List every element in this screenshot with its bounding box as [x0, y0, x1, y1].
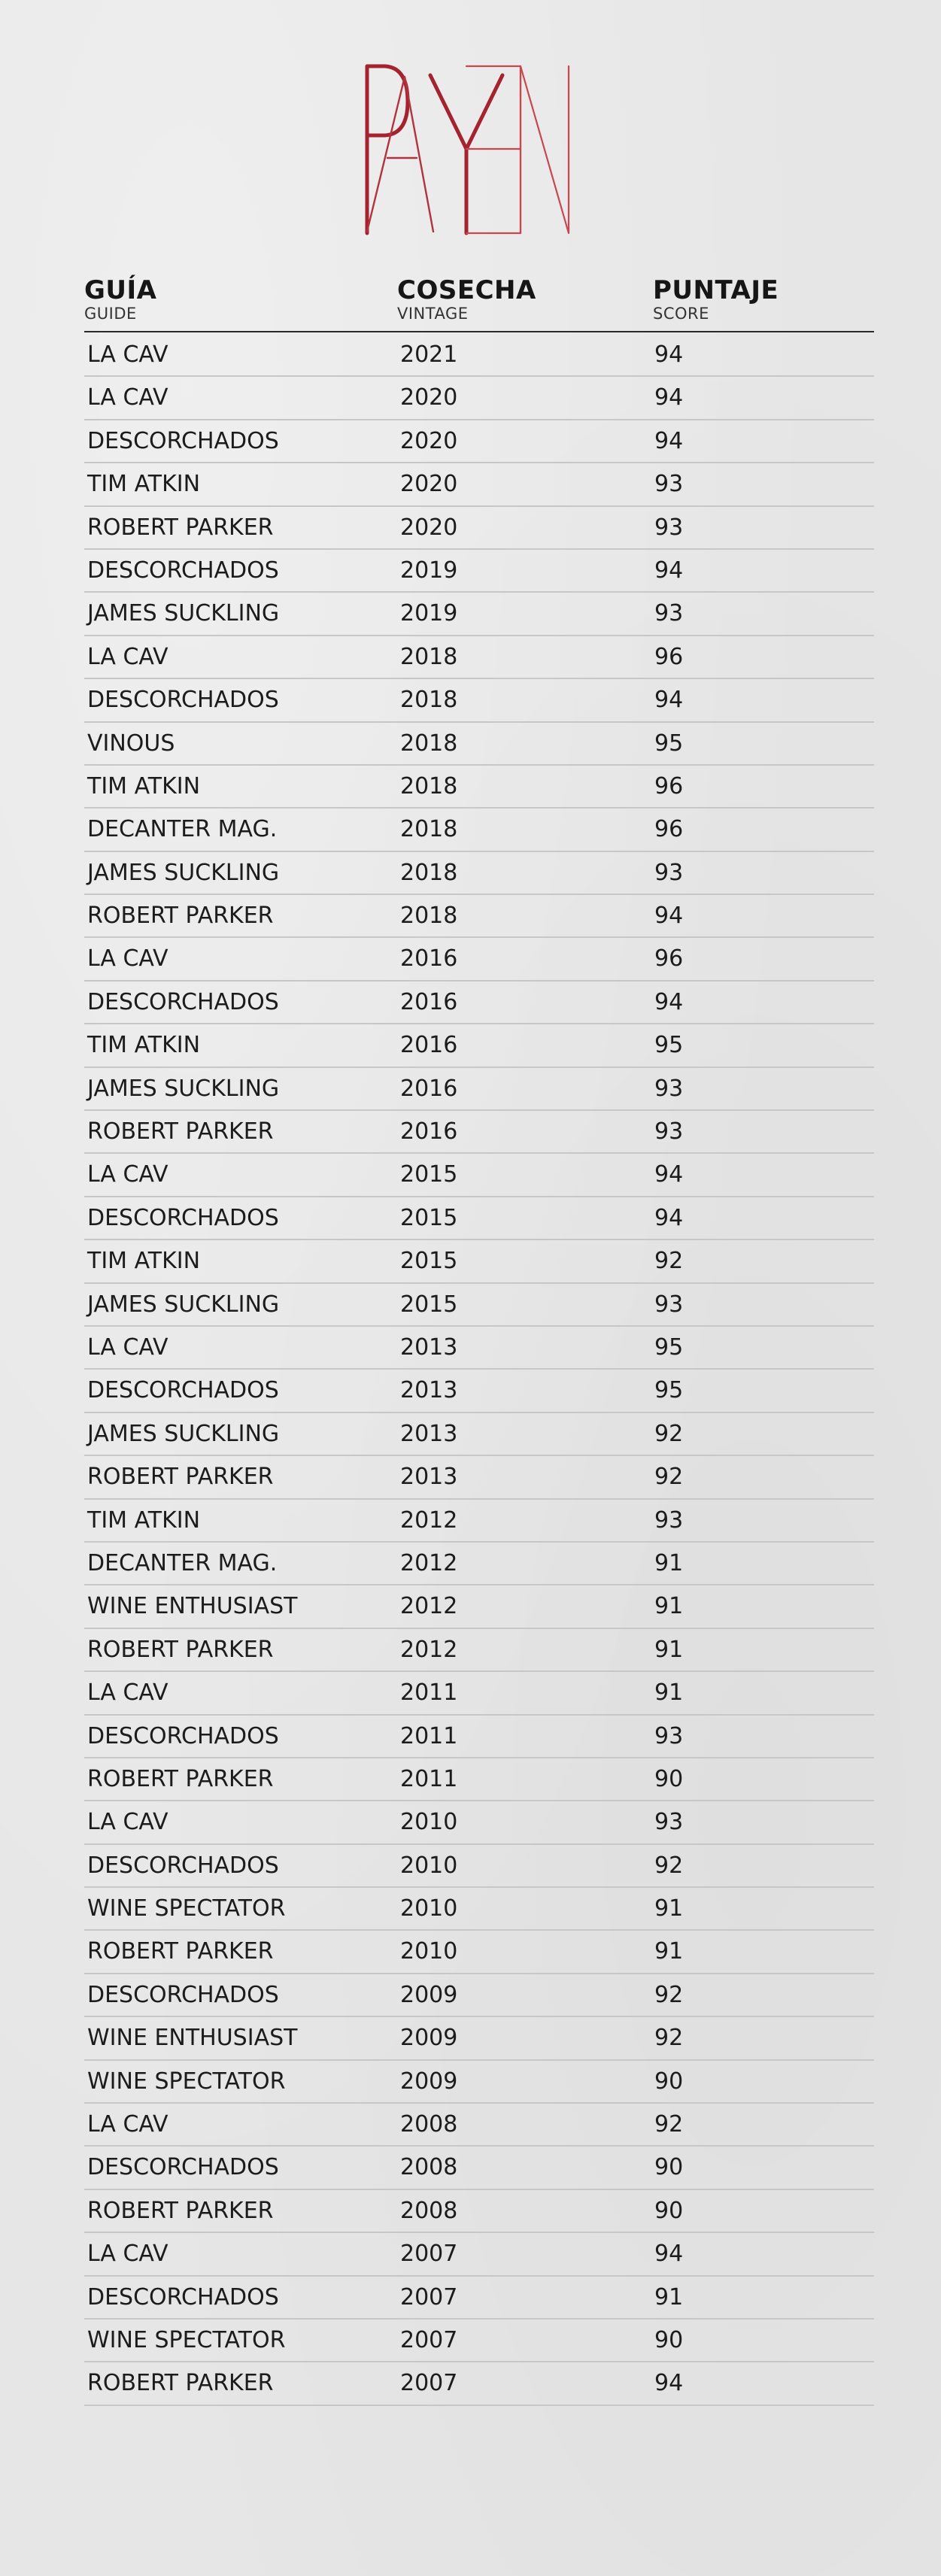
- vintage-cell: 2020: [400, 514, 458, 541]
- guide-cell: ROBERT PARKER: [87, 1938, 274, 1965]
- vintage-cell: 2007: [400, 2326, 458, 2353]
- score-cell: 90: [654, 1765, 684, 1792]
- table-row: [84, 1974, 874, 2017]
- table-row: [84, 1888, 874, 1931]
- guide-cell: LA CAV: [87, 1334, 168, 1361]
- guide-cell: LA CAV: [87, 384, 168, 411]
- table-row: [84, 1197, 874, 1240]
- table-row: [84, 1801, 874, 1844]
- table-row: [84, 2362, 874, 2405]
- logo-letter-y: [430, 75, 502, 233]
- vintage-cell: 2013: [400, 1377, 458, 1404]
- vintage-cell: 2012: [400, 1636, 458, 1663]
- table-row: [84, 2017, 874, 2060]
- vintage-cell: 2007: [400, 2241, 458, 2268]
- table-row: [84, 593, 874, 636]
- score-cell: 94: [654, 1204, 684, 1231]
- table-row: [84, 507, 874, 550]
- table-row: [84, 2277, 874, 2320]
- vintage-cell: 2019: [400, 557, 458, 584]
- guide-cell: WINE SPECTATOR: [87, 2326, 286, 2353]
- table-row: [84, 1284, 874, 1327]
- table-row: [84, 1758, 874, 1801]
- table-row: [84, 2104, 874, 2147]
- score-cell: 93: [654, 1075, 684, 1102]
- table-header: [84, 275, 874, 332]
- guide-cell: LA CAV: [87, 1809, 168, 1836]
- score-cell: 93: [654, 514, 684, 541]
- vintage-cell: 2015: [400, 1248, 458, 1275]
- score-cell: 94: [654, 988, 684, 1015]
- guide-cell: DESCORCHADOS: [87, 427, 279, 454]
- vintage-cell: 2011: [400, 1679, 458, 1707]
- guide-header-label: GUÍA: [84, 275, 157, 305]
- score-cell: 92: [654, 1852, 684, 1879]
- vintage-cell: 2008: [400, 2154, 458, 2181]
- vintage-cell: 2007: [400, 2370, 458, 2397]
- vintage-cell: 2016: [400, 988, 458, 1015]
- score-column-header: [653, 275, 779, 322]
- table-row: [84, 334, 874, 377]
- table-row: [84, 1370, 874, 1412]
- guide-cell: DECANTER MAG.: [87, 816, 278, 843]
- table-row: [84, 1543, 874, 1585]
- guide-cell: VINOUS: [87, 730, 175, 757]
- score-cell: 96: [654, 816, 684, 843]
- score-cell: 92: [654, 1464, 684, 1491]
- guide-cell: LA CAV: [87, 2111, 168, 2138]
- score-cell: 95: [654, 1032, 684, 1059]
- score-cell: 90: [654, 2326, 684, 2353]
- guide-cell: LA CAV: [87, 341, 168, 368]
- table-row: [84, 766, 874, 809]
- vintage-cell: 2011: [400, 1765, 458, 1792]
- score-cell: 92: [654, 1248, 684, 1275]
- score-cell: 94: [654, 427, 684, 454]
- score-cell: 94: [654, 1161, 684, 1188]
- score-cell: 92: [654, 1981, 684, 2008]
- table-row: [84, 1672, 874, 1715]
- table-row: [84, 377, 874, 420]
- table-row: [84, 2061, 874, 2104]
- score-cell: 93: [654, 1506, 684, 1534]
- score-cell: 93: [654, 1809, 684, 1836]
- table-row: [84, 550, 874, 593]
- table-row: [84, 636, 874, 679]
- score-cell: 94: [654, 2241, 684, 2268]
- vintage-cell: 2016: [400, 1118, 458, 1145]
- guide-cell: DESCORCHADOS: [87, 1722, 279, 1749]
- guide-cell: ROBERT PARKER: [87, 514, 274, 541]
- vintage-cell: 2007: [400, 2283, 458, 2311]
- guide-cell: LA CAV: [87, 2241, 168, 2268]
- vintage-column-header: [397, 275, 536, 322]
- guide-cell: DESCORCHADOS: [87, 557, 279, 584]
- score-cell: 91: [654, 1895, 684, 1922]
- vintage-header-label: COSECHA: [397, 275, 536, 305]
- vintage-cell: 2008: [400, 2197, 458, 2224]
- score-cell: 96: [654, 772, 684, 800]
- score-cell: 91: [654, 1679, 684, 1707]
- table-row: [84, 1327, 874, 1370]
- vintage-cell: 2010: [400, 1852, 458, 1879]
- score-cell: 90: [654, 2197, 684, 2224]
- guide-cell: LA CAV: [87, 1679, 168, 1707]
- payen-logo: [361, 60, 579, 241]
- score-cell: 91: [654, 2283, 684, 2311]
- table-row: [84, 420, 874, 463]
- table-row: [84, 1111, 874, 1154]
- table-row: [84, 1154, 874, 1197]
- table-row: [84, 1716, 874, 1758]
- vintage-cell: 2021: [400, 341, 458, 368]
- table-row: [84, 1500, 874, 1543]
- vintage-cell: 2012: [400, 1549, 458, 1576]
- vintage-cell: 2012: [400, 1506, 458, 1534]
- vintage-cell: 2018: [400, 730, 458, 757]
- vintage-cell: 2010: [400, 1895, 458, 1922]
- guide-cell: ROBERT PARKER: [87, 2370, 274, 2397]
- logo-letter-n: [521, 66, 569, 233]
- table-row: [84, 1024, 874, 1067]
- table-row: [84, 723, 874, 766]
- score-cell: 90: [654, 2068, 684, 2095]
- vintage-cell: 2016: [400, 1075, 458, 1102]
- table-row: [84, 852, 874, 895]
- guide-cell: TIM ATKIN: [87, 772, 201, 800]
- guide-cell: DESCORCHADOS: [87, 2154, 279, 2181]
- score-cell: 93: [654, 471, 684, 498]
- score-cell: 90: [654, 2154, 684, 2181]
- score-header-sublabel: SCORE: [653, 305, 709, 323]
- guide-cell: WINE SPECTATOR: [87, 1895, 286, 1922]
- table-row: [84, 1931, 874, 1974]
- vintage-cell: 2012: [400, 1593, 458, 1620]
- vintage-cell: 2018: [400, 687, 458, 714]
- vintage-cell: 2018: [400, 859, 458, 886]
- guide-cell: ROBERT PARKER: [87, 1464, 274, 1491]
- guide-cell: DESCORCHADOS: [87, 2283, 279, 2311]
- vintage-cell: 2016: [400, 1032, 458, 1059]
- vintage-cell: 2018: [400, 643, 458, 670]
- table-row: [84, 1456, 874, 1499]
- guide-cell: JAMES SUCKLING: [87, 600, 280, 627]
- score-cell: 91: [654, 1593, 684, 1620]
- score-cell: 94: [654, 341, 684, 368]
- vintage-cell: 2009: [400, 2025, 458, 2052]
- guide-cell: DESCORCHADOS: [87, 1852, 279, 1879]
- score-cell: 93: [654, 600, 684, 627]
- table-row: [84, 2320, 874, 2362]
- guide-cell: ROBERT PARKER: [87, 1636, 274, 1663]
- guide-cell: JAMES SUCKLING: [87, 1420, 280, 1447]
- table-row: [84, 982, 874, 1024]
- vintage-cell: 2018: [400, 903, 458, 930]
- table-row: [84, 2147, 874, 2189]
- vintage-cell: 2019: [400, 600, 458, 627]
- score-cell: 95: [654, 1334, 684, 1361]
- table-row: [84, 938, 874, 981]
- vintage-cell: 2020: [400, 427, 458, 454]
- vintage-cell: 2018: [400, 816, 458, 843]
- guide-cell: TIM ATKIN: [87, 1032, 201, 1059]
- table-row: [84, 679, 874, 722]
- guide-cell: TIM ATKIN: [87, 1506, 201, 1534]
- guide-header-sublabel: GUIDE: [84, 305, 137, 323]
- vintage-cell: 2010: [400, 1809, 458, 1836]
- ratings-table: [84, 334, 874, 2406]
- guide-cell: LA CAV: [87, 643, 168, 670]
- guide-column-header: [84, 275, 156, 322]
- guide-cell: WINE ENTHUSIAST: [87, 2025, 298, 2052]
- vintage-cell: 2020: [400, 471, 458, 498]
- logo-letter-a: [367, 77, 433, 232]
- guide-cell: ROBERT PARKER: [87, 2197, 274, 2224]
- table-row: [84, 2190, 874, 2233]
- score-cell: 94: [654, 384, 684, 411]
- score-cell: 94: [654, 687, 684, 714]
- table-row: [84, 1845, 874, 1888]
- guide-cell: ROBERT PARKER: [87, 903, 274, 930]
- table-row: [84, 1413, 874, 1456]
- vintage-cell: 2018: [400, 772, 458, 800]
- table-row: [84, 809, 874, 851]
- score-cell: 93: [654, 1291, 684, 1318]
- vintage-cell: 2015: [400, 1161, 458, 1188]
- score-cell: 94: [654, 557, 684, 584]
- guide-cell: JAMES SUCKLING: [87, 859, 280, 886]
- guide-cell: DESCORCHADOS: [87, 988, 279, 1015]
- score-cell: 95: [654, 1377, 684, 1404]
- vintage-cell: 2008: [400, 2111, 458, 2138]
- vintage-cell: 2009: [400, 1981, 458, 2008]
- score-cell: 91: [654, 1938, 684, 1965]
- score-header-label: PUNTAJE: [653, 275, 779, 305]
- guide-cell: WINE SPECTATOR: [87, 2068, 286, 2095]
- guide-cell: DECANTER MAG.: [87, 1549, 278, 1576]
- guide-cell: LA CAV: [87, 945, 168, 972]
- vintage-cell: 2015: [400, 1204, 458, 1231]
- guide-cell: ROBERT PARKER: [87, 1118, 274, 1145]
- score-cell: 94: [654, 2370, 684, 2397]
- vintage-cell: 2009: [400, 2068, 458, 2095]
- score-cell: 93: [654, 1118, 684, 1145]
- guide-cell: WINE ENTHUSIAST: [87, 1593, 298, 1620]
- vintage-cell: 2010: [400, 1938, 458, 1965]
- vintage-header-sublabel: VINTAGE: [397, 305, 469, 323]
- score-cell: 91: [654, 1549, 684, 1576]
- table-row: [84, 895, 874, 938]
- guide-cell: JAMES SUCKLING: [87, 1291, 280, 1318]
- table-row: [84, 1629, 874, 1672]
- vintage-cell: 2015: [400, 1291, 458, 1318]
- table-row: [84, 1585, 874, 1628]
- score-cell: 92: [654, 1420, 684, 1447]
- table-row: [84, 2233, 874, 2276]
- table-row: [84, 1068, 874, 1111]
- vintage-cell: 2013: [400, 1420, 458, 1447]
- score-cell: 96: [654, 945, 684, 972]
- score-cell: 94: [654, 903, 684, 930]
- vintage-cell: 2013: [400, 1464, 458, 1491]
- guide-cell: ROBERT PARKER: [87, 1765, 274, 1792]
- score-cell: 92: [654, 2111, 684, 2138]
- vintage-cell: 2011: [400, 1722, 458, 1749]
- guide-cell: DESCORCHADOS: [87, 687, 279, 714]
- score-cell: 91: [654, 1636, 684, 1663]
- guide-cell: DESCORCHADOS: [87, 1377, 279, 1404]
- guide-cell: JAMES SUCKLING: [87, 1075, 280, 1102]
- guide-cell: TIM ATKIN: [87, 1248, 201, 1275]
- guide-cell: DESCORCHADOS: [87, 1981, 279, 2008]
- table-row: [84, 1240, 874, 1283]
- guide-cell: TIM ATKIN: [87, 471, 201, 498]
- table-row: [84, 463, 874, 506]
- score-cell: 93: [654, 859, 684, 886]
- score-cell: 92: [654, 2025, 684, 2052]
- vintage-cell: 2013: [400, 1334, 458, 1361]
- score-cell: 96: [654, 643, 684, 670]
- guide-cell: LA CAV: [87, 1161, 168, 1188]
- guide-cell: DESCORCHADOS: [87, 1204, 279, 1231]
- vintage-cell: 2020: [400, 384, 458, 411]
- score-cell: 93: [654, 1722, 684, 1749]
- vintage-cell: 2016: [400, 945, 458, 972]
- score-cell: 95: [654, 730, 684, 757]
